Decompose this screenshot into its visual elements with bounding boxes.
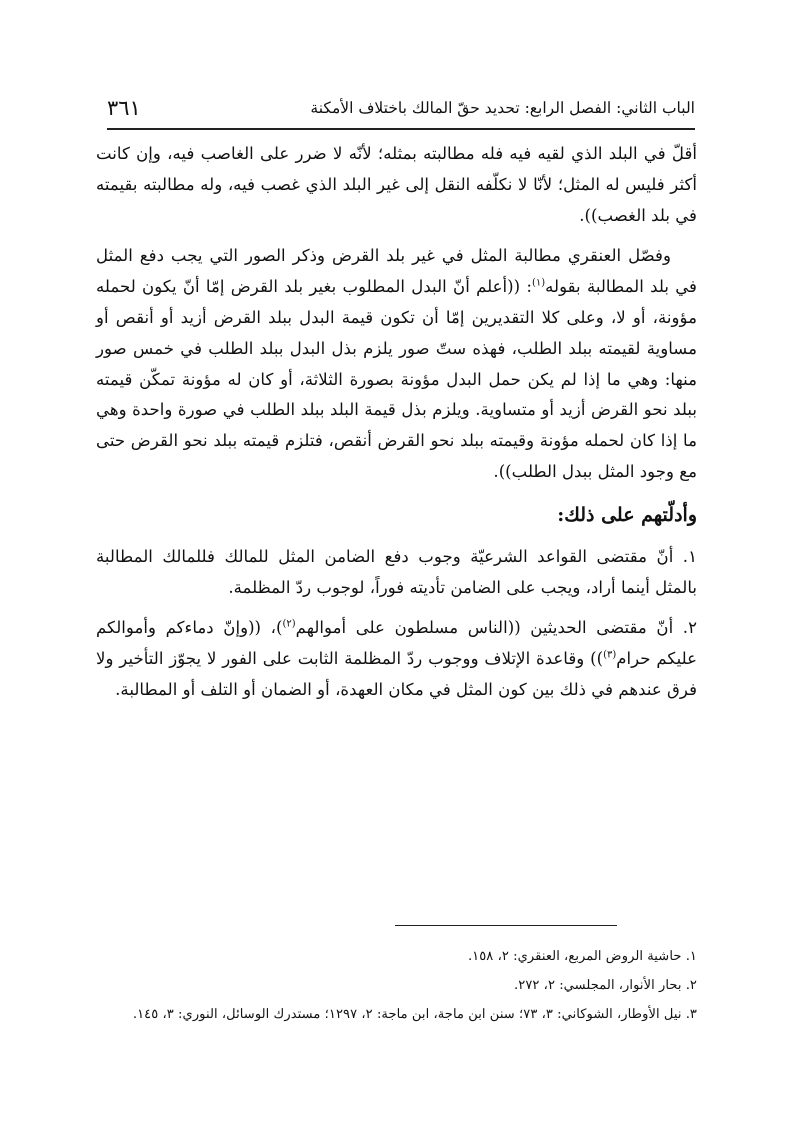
footnote-divider xyxy=(395,925,617,926)
footnote-3: ٣. نيل الأوطار، الشوكاني: ٣، ٧٣؛ سنن ابن ماجة، ابن ماجة: ٢، ١٢٩٧؛ مستدرك الوسائل، النوري: ٣، ١٤٥. xyxy=(132,1007,697,1022)
page-header xyxy=(107,88,695,130)
evidence-point-2-part-a: ٢. أنّ مقتضى الحديثين ((الناس مسلطون على أموالهم xyxy=(295,618,697,638)
paragraph-continuation: أقلّ في البلد الذي لقيه فيه فله مطالبته بمثله؛ لأنّه لا ضرر على الغاصب فيه، وإن كانت أكثر فليس له المثل؛ لأنّا لا نكلّفه النقل إلى غير البلد الذي غصب فيه، وله مطالبته بقيمته في بلد الغصب)). xyxy=(96,144,697,225)
evidence-point-2 xyxy=(96,613,697,705)
evidence-point-2-part-b: )، ((وإنّ دماءكم وأموالكم عليكم حرام xyxy=(96,618,697,669)
footnote-1: ١. حاشية الروض المربع، العنقري: ٢، ١٥٨. xyxy=(467,949,697,964)
evidence-point-1: ١. أنّ مقتضى القواعد الشرعيّة وجوب دفع الضامن المثل للمالك فللمالك المطالبة بالمثل أينما أراد، ويجب على الضامن تأديته فوراً، لوجوب ردّ المظلمة. xyxy=(96,546,697,597)
running-head: الباب الثاني: الفصل الرابع: تحديد حقّ المالك باختلاف الأمكنة xyxy=(310,99,695,117)
footnote-2: ٢. بحار الأنوار، المجلسي: ٢، ٢٧٢. xyxy=(514,978,697,993)
footnote-marker-1[interactable]: (١) xyxy=(531,277,546,289)
footnote-marker-3[interactable]: (٣) xyxy=(603,649,617,661)
paragraph-anqari-intro: وفصّل العنقري مطالبة المثل في غير بلد القرض وذكر الصور التي يجب دفع المثل في بلد المطالبة بقوله xyxy=(96,246,697,297)
evidence-point-2-part-c: )) وقاعدة الإتلاف ووجوب ردّ المظلمة الثابت على الفور لا يجوّز التأخير ولا فرق عندهم في ذلك بين كون المثل في مكان العهدة، أو الضمان أو التلف أو المطالبة. xyxy=(96,649,697,699)
page-number: ٣٦١ xyxy=(107,96,141,120)
footnotes xyxy=(96,944,697,1031)
main-text xyxy=(96,139,697,706)
paragraph-anqari-quote: ((أعلم أنّ البدل المطلوب بغير بلد القرض إمّا أنّ يكون لحمله مؤونة، أو لا، وعلى كلا التقديرين إمّا أن تكون قيمة البدل ببلد القرض أزيد أو أنقص أو مساوية لقيمته ببلد الطلب، فهذه ستّ صور يلزم بذل البدل ببلد الطلب في خمس صور منها: وهي ما إذا لم يكن حمل البدل مؤونة بصورة الثلاثة، أو كان له مؤونة تمكّن قيمته ببلد نحو القرض أزيد أو متساوية. ويلزم بذل قيمة البلد ببلد الطلب في صورة واحدة وهي ما إذا كان لحمله مؤونة وقيمته ببلد نحو القرض أنقص، فتلزم قيمته ببلد نحو القرض حتى مع وجود المثل ببدل الطلب)). xyxy=(96,277,697,481)
section-heading: وأدلّتهم على ذلك: xyxy=(557,503,697,526)
footnote-marker-2[interactable]: (٢) xyxy=(282,618,296,630)
paragraph-anqari: وفصّل العنقري مطالبة المثل في غير بلد القرض وذكر الصور التي يجب دفع المثل في بلد المطالبة بقوله$^{(١)}$: ((أعلم أنّ البدل المطلوب بغير بلد القرض إمّا أنّ يكون لحمله مؤونة، أو لا، وعلى كلا التقديرين إمّا أن تكون قيمة البدل ببلد القرض أزيد أو أنقص أو مساوية لقيمته ببلد الطلب، فهذه ستّ صور يلزم بذل البدل ببلد الطلب في خمس صور منها: وهي ما إذا لم يكن حمل البدل مؤونة بصورة الثلاثة، أو كان له مؤونة تمكّن قيمته ببلد نحو القرض أزيد أو متساوية. ويلزم بذل قيمة البلد ببلد الطلب في صورة واحدة وهي ما إذا كان لحمله مؤونة وقيمته ببلد نحو القرض أنقص، فتلزم قيمته ببلد نحو القرض حتى مع وجود المثل ببدل الطلب)). xyxy=(96,246,697,481)
